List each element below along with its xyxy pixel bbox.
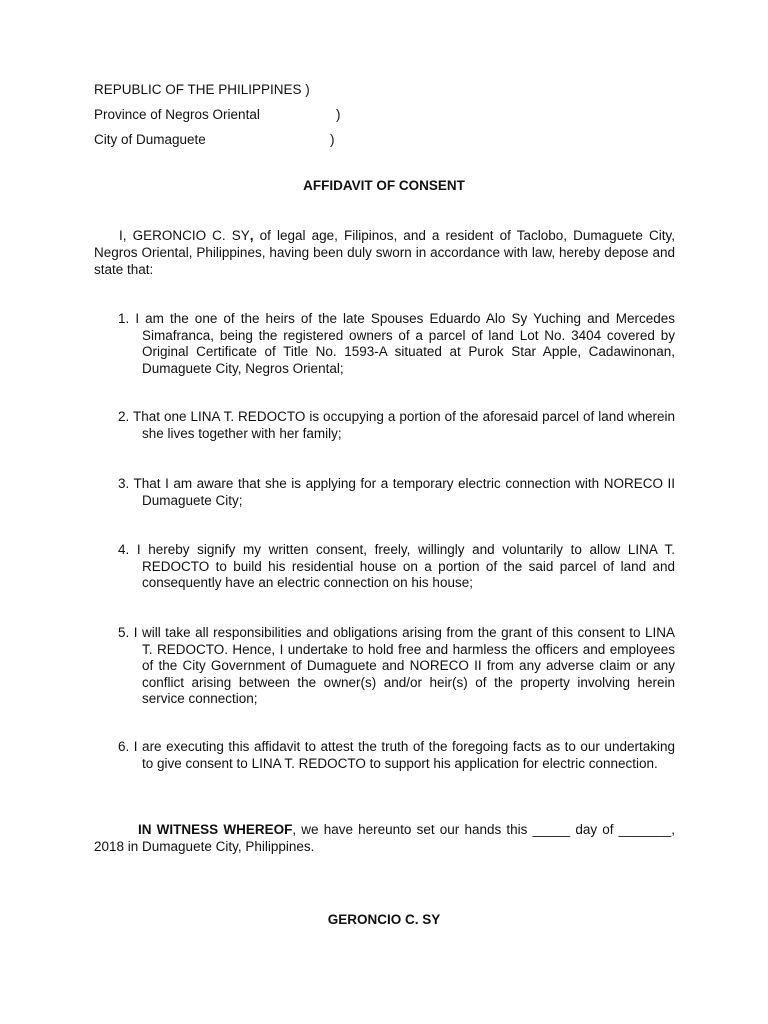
signatory-name: GERONCIO C. SY (327, 912, 441, 927)
document-title: AFFIDAVIT OF CONSENT (303, 178, 465, 193)
statement-item-3: 3. That I am aware that she is applying for a temporary electric connection with NORECO II Dumaguete City; (118, 476, 675, 508)
affiant-name-comma: , (249, 228, 254, 243)
statement-item-4: 4. I hereby signify my written consent, freely, willingly and voluntarily to allow LINA T. REDOCTO to build his residential house on a portion of the said parcel of land and consequently have an electric connection on his house; (118, 542, 675, 590)
venue-province-paren: ) (336, 107, 341, 122)
witness-paragraph (94, 821, 675, 855)
witness-text: , we have hereunto set our hands this _____ day of _______, 2018 in Dumaguete City, Philippines. (94, 822, 675, 854)
statement-item-1: 1. I am the one of the heirs of the late Spouses Eduardo Alo Sy Yuching and Mercedes Simafranca, being the registered owners of a parcel of land Lot No. 3404 covered by Original Certificate of Title No. 1593-A situated at Purok Star Apple, Cadawinonan, Dumaguete City, Negros Oriental; (118, 311, 675, 376)
witness-heading: IN WITNESS WHEREOF (138, 822, 293, 837)
venue-province (94, 102, 341, 127)
intro-paragraph (94, 227, 675, 278)
intro-text: of legal age, Filipinos, and a resident of Taclobo, Dumaguete City, Negros Oriental, Philippines, having been duly sworn in accordance with law, hereby depose and state that: (94, 228, 675, 277)
statement-item-2: 2. That one LINA T. REDOCTO is occupying a portion of the aforesaid parcel of land wherein she lives together with her family; (118, 409, 675, 441)
venue-republic-text: REPUBLIC OF THE PHILIPPINES ) (94, 82, 310, 97)
statement-item-5: 5. I will take all responsibilities and obligations arising from the grant of this consent to LINA T. REDOCTO. Hence, I undertake to hold free and harmless the officers and employees of the City Government of Dumaguete and NORECO II from any adverse claim or any conflict arising between the owner(s) and/or heir(s) of the property involving herein service connection; (118, 625, 675, 706)
affiant-name: I, GERONCIO C. SY (119, 228, 250, 243)
venue-city (94, 127, 335, 152)
venue-city-text: City of Dumaguete (94, 132, 206, 147)
venue-block (94, 77, 341, 152)
venue-province-text: Province of Negros Oriental (94, 107, 260, 122)
venue-city-paren: ) (330, 132, 335, 147)
statement-item-6: 6. I are executing this affidavit to attest the truth of the foregoing facts as to our undertaking to give consent to LINA T. REDOCTO to support his application for electric connection. (118, 739, 675, 771)
venue-republic (94, 77, 310, 102)
